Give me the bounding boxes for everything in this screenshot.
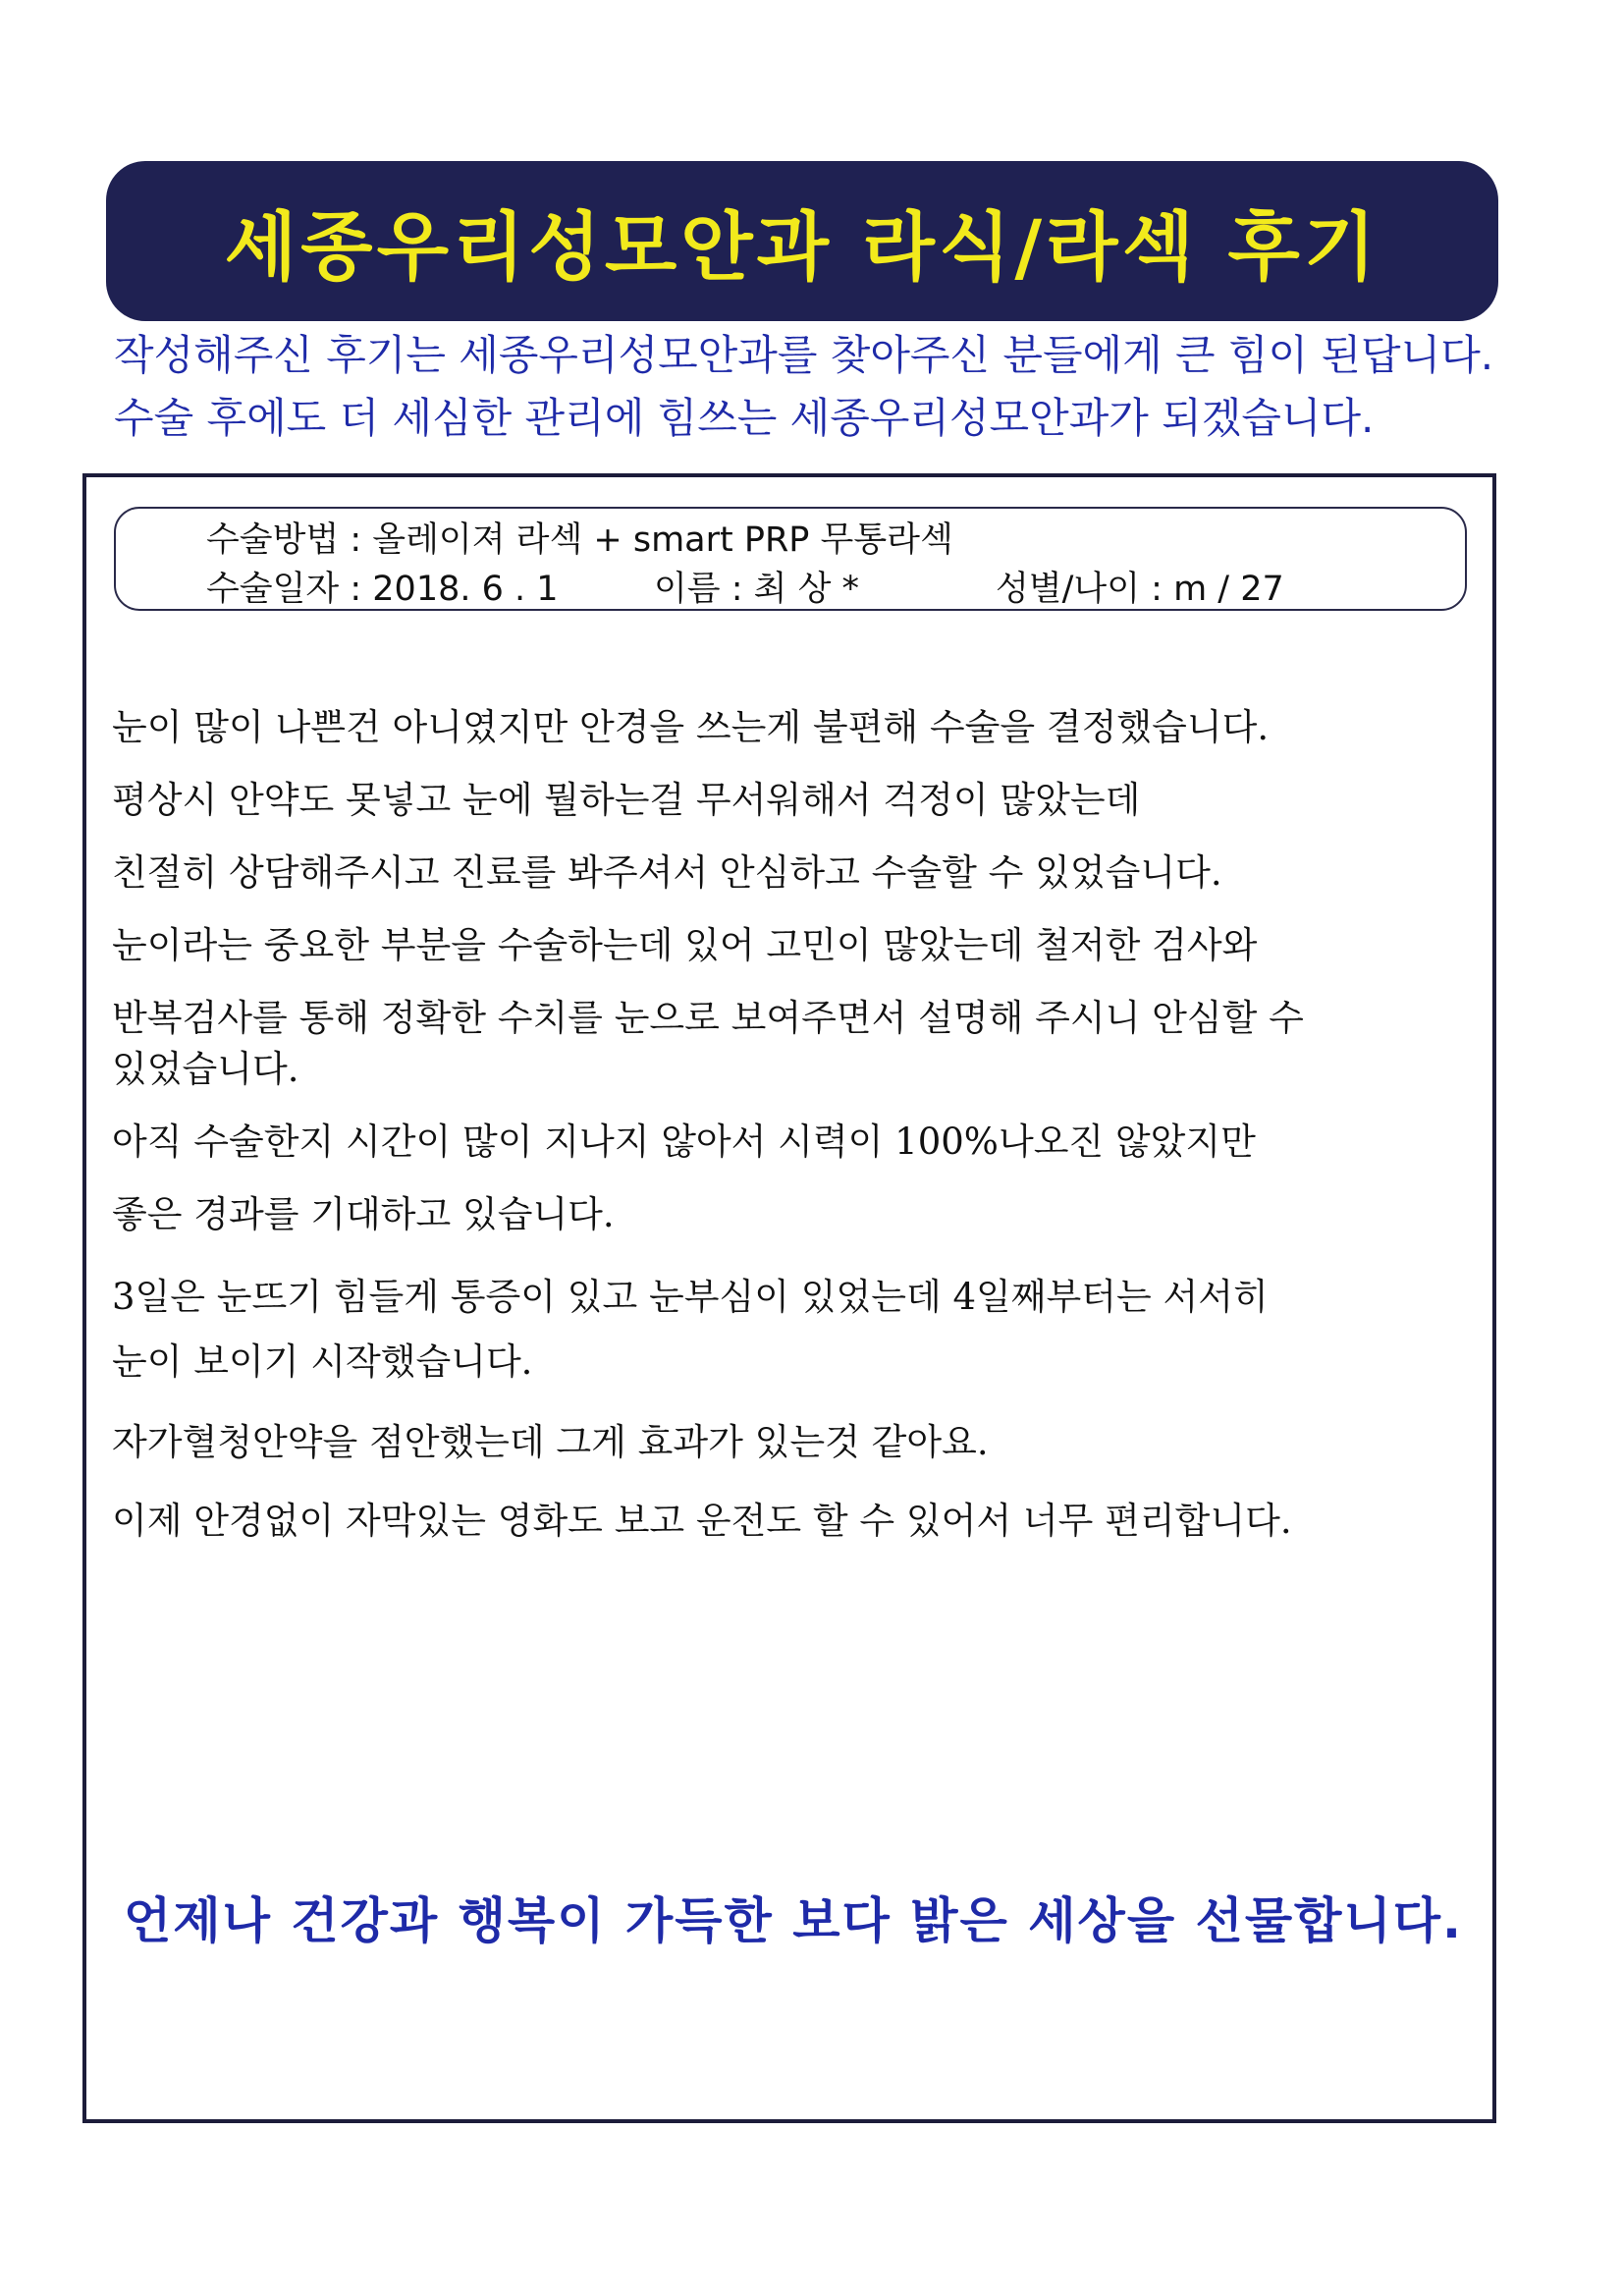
review-line: 반복검사를 통해 정확한 수치를 눈으로 보여주면서 설명해 주시니 안심할 수 bbox=[112, 997, 1304, 1039]
review-line: 있었습니다. bbox=[112, 1048, 299, 1090]
surgery-info-box bbox=[114, 507, 1467, 611]
review-line: 친절히 상담해주시고 진료를 봐주셔서 안심하고 수술할 수 있었습니다. bbox=[112, 851, 1222, 894]
review-frame bbox=[82, 473, 1496, 2123]
intro-text bbox=[114, 324, 1518, 450]
review-line: 눈이라는 중요한 부분을 수술하는데 있어 고민이 많았는데 철저한 검사와 bbox=[112, 924, 1258, 966]
surgery-method: 수술방법 : 올레이져 라섹 + smart PRP 무통라섹 bbox=[206, 520, 953, 560]
page-title: 세종우리성모안과 라식/라섹 후기 bbox=[224, 203, 1380, 291]
review-line: 평상시 안약도 못넣고 눈에 뭘하는걸 무서워해서 걱정이 많았는데 bbox=[112, 779, 1141, 821]
patient-name: 이름 : 최 상 * bbox=[654, 570, 860, 609]
review-line: 3일은 눈뜨기 힘들게 통증이 있고 눈부심이 있었는데 4일째부터는 서서히 bbox=[112, 1276, 1269, 1318]
review-line: 아직 수술한지 시간이 많이 지나지 않아서 시력이 100%나오진 않았지만 bbox=[112, 1121, 1256, 1163]
surgery-date: 수술일자 : 2018. 6 . 1 bbox=[206, 570, 559, 609]
review-line: 좋은 경과를 기대하고 있습니다. bbox=[112, 1193, 615, 1235]
intro-line-1: 작성해주신 후기는 세종우리성모안과를 찾아주신 분들에게 큰 힘이 된답니다. bbox=[114, 331, 1494, 379]
title-banner bbox=[106, 161, 1498, 321]
review-line: 자가혈청안약을 점안했는데 그게 효과가 있는것 같아요. bbox=[112, 1421, 989, 1463]
intro-line-2: 수술 후에도 더 세심한 관리에 힘쓰는 세종우리성모안과가 되겠습니다. bbox=[114, 394, 1375, 442]
review-line: 눈이 많이 나쁜건 아니였지만 안경을 쓰는게 불편해 수술을 결정했습니다. bbox=[112, 706, 1270, 748]
patient-gender-age: 성별/나이 : m / 27 bbox=[996, 570, 1284, 609]
review-line: 눈이 보이기 시작했습니다. bbox=[112, 1340, 533, 1383]
review-line: 이제 안경없이 자막있는 영화도 보고 운전도 할 수 있어서 너무 편리합니다. bbox=[112, 1500, 1292, 1542]
closing-message: 언제나 건강과 행복이 가득한 보다 밝은 세상을 선물합니다. bbox=[124, 1892, 1464, 1949]
